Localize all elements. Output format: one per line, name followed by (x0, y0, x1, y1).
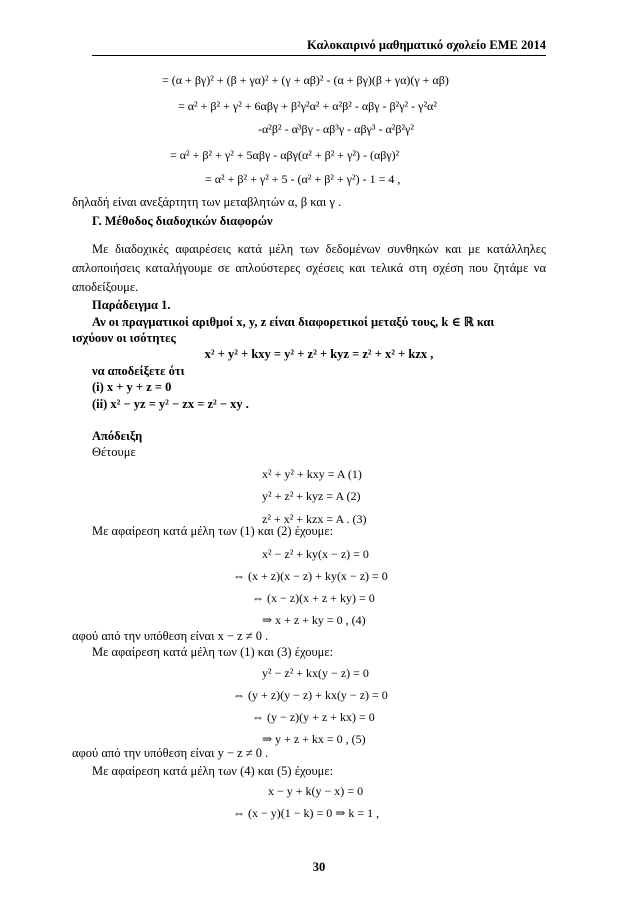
sub12-line-3: ⇔ (x − z)(x + z + ky) = 0 (252, 591, 375, 605)
example-equation: x² + y² + kxy = y² + z² + kyz = z² + x² + kzx , (204, 347, 434, 361)
example-part-ii: (ii) x² − yz = y² − zx = z² − xy . (92, 397, 249, 411)
math-line-4: = α² + β² + γ² + 5αβγ - αβγ(α² + β² + γ²) - (αβγ)² (170, 148, 400, 162)
since-2: αφού από την υπόθεση είναι y − z ≠ 0 . (72, 746, 269, 760)
since-1: αφού από την υπόθεση είναι x − z ≠ 0 . (72, 629, 269, 643)
sub45-line-1: x − y + k(y − x) = 0 (268, 784, 364, 798)
math-line-3: -α²β² - α³βγ - αβ³γ - αβγ³ - α²β²γ² (258, 122, 414, 136)
sub45-text: Με αφαίρεση κατά μέλη των (4) και (5) έχουμε: (92, 764, 334, 778)
conclusion-line: δηλαδή είναι ανεξάρτητη των μεταβλητών α, β και γ . (72, 195, 342, 209)
sub13-line-1: y² − z² + kx(y − z) = 0 (262, 666, 369, 680)
sub12-text: Με αφαίρεση κατά μέλη των (1) και (2) έχουμε: (92, 524, 334, 538)
math-line-2: = α² + β² + γ² + 6αβγ + β²γ²α² + α²β² - αβγ - β²γ² - γ²α² (178, 99, 437, 113)
header-rule (92, 55, 546, 56)
sub12-line-2: ⇔ (x + z)(x − z) + ky(x − z) = 0 (233, 569, 388, 583)
proof-set-label: Θέτουμε (92, 445, 136, 459)
example-statement-2: ισχύουν οι ισότητες (72, 331, 176, 345)
sub45-line-2: ⇔ (x − y)(1 − k) = 0 ⇒ k = 1 , (233, 806, 380, 820)
proof-eq-3: z² + x² + kzx = A . (3) (262, 512, 367, 526)
sub13-line-2: ⇔ (y + z)(y − z) + kx(y − z) = 0 (233, 688, 388, 702)
example-prove: να αποδείξετε ότι (92, 364, 185, 378)
proof-eq-2: y² + z² + kyz = A (2) (262, 489, 361, 503)
math-line-5: = α² + β² + γ² + 5 - (α² + β² + γ²) - 1 = 4 , (205, 172, 401, 186)
proof-eq-1: x² + y² + kxy = A (1) (262, 467, 362, 481)
math-line-1: = (α + βγ)² + (β + γα)² + (γ + αβ)² - (α + βγ)(β + γα)(γ + αβ) (162, 73, 449, 87)
example-part-i: (i) x + y + z = 0 (92, 380, 172, 394)
sub13-line-3: ⇔ (y − z)(y + z + kx) = 0 (252, 710, 375, 724)
example-title: Παράδειγμα 1. (92, 298, 171, 312)
sub13-line-4: ⇒ y + z + kx = 0 , (5) (262, 732, 366, 746)
sub13-text: Με αφαίρεση κατά μέλη των (1) και (3) έχουμε: (92, 645, 334, 659)
section-title: Γ. Μέθοδος διαδοχικών διαφορών (92, 214, 273, 228)
section-text: Με διαδοχικές αφαιρέσεις κατά μέλη των δεδομένων συνθηκών και με κατάλληλες απλοποιήσεις καταλήγουμε σε απλούστερες σχέσεις και τελικά στη σχέση που ζητάμε να αποδείξουμε. (72, 242, 546, 294)
example-statement-1: Αν οι πραγματικοί αριθμοί x, y, z είναι διαφορετικοί μεταξύ τους, k ∈ ℝ και (92, 315, 495, 329)
sub12-line-1: x² − z² + ky(x − z) = 0 (262, 547, 369, 561)
running-header: Καλοκαιρινό μαθηματικό σχολείο ΕΜΕ 2014 (307, 38, 546, 52)
sub12-line-4: ⇒ x + z + ky = 0 , (4) (262, 613, 366, 627)
proof-title: Απόδειξη (92, 429, 143, 443)
page-number: 30 (312, 860, 326, 874)
